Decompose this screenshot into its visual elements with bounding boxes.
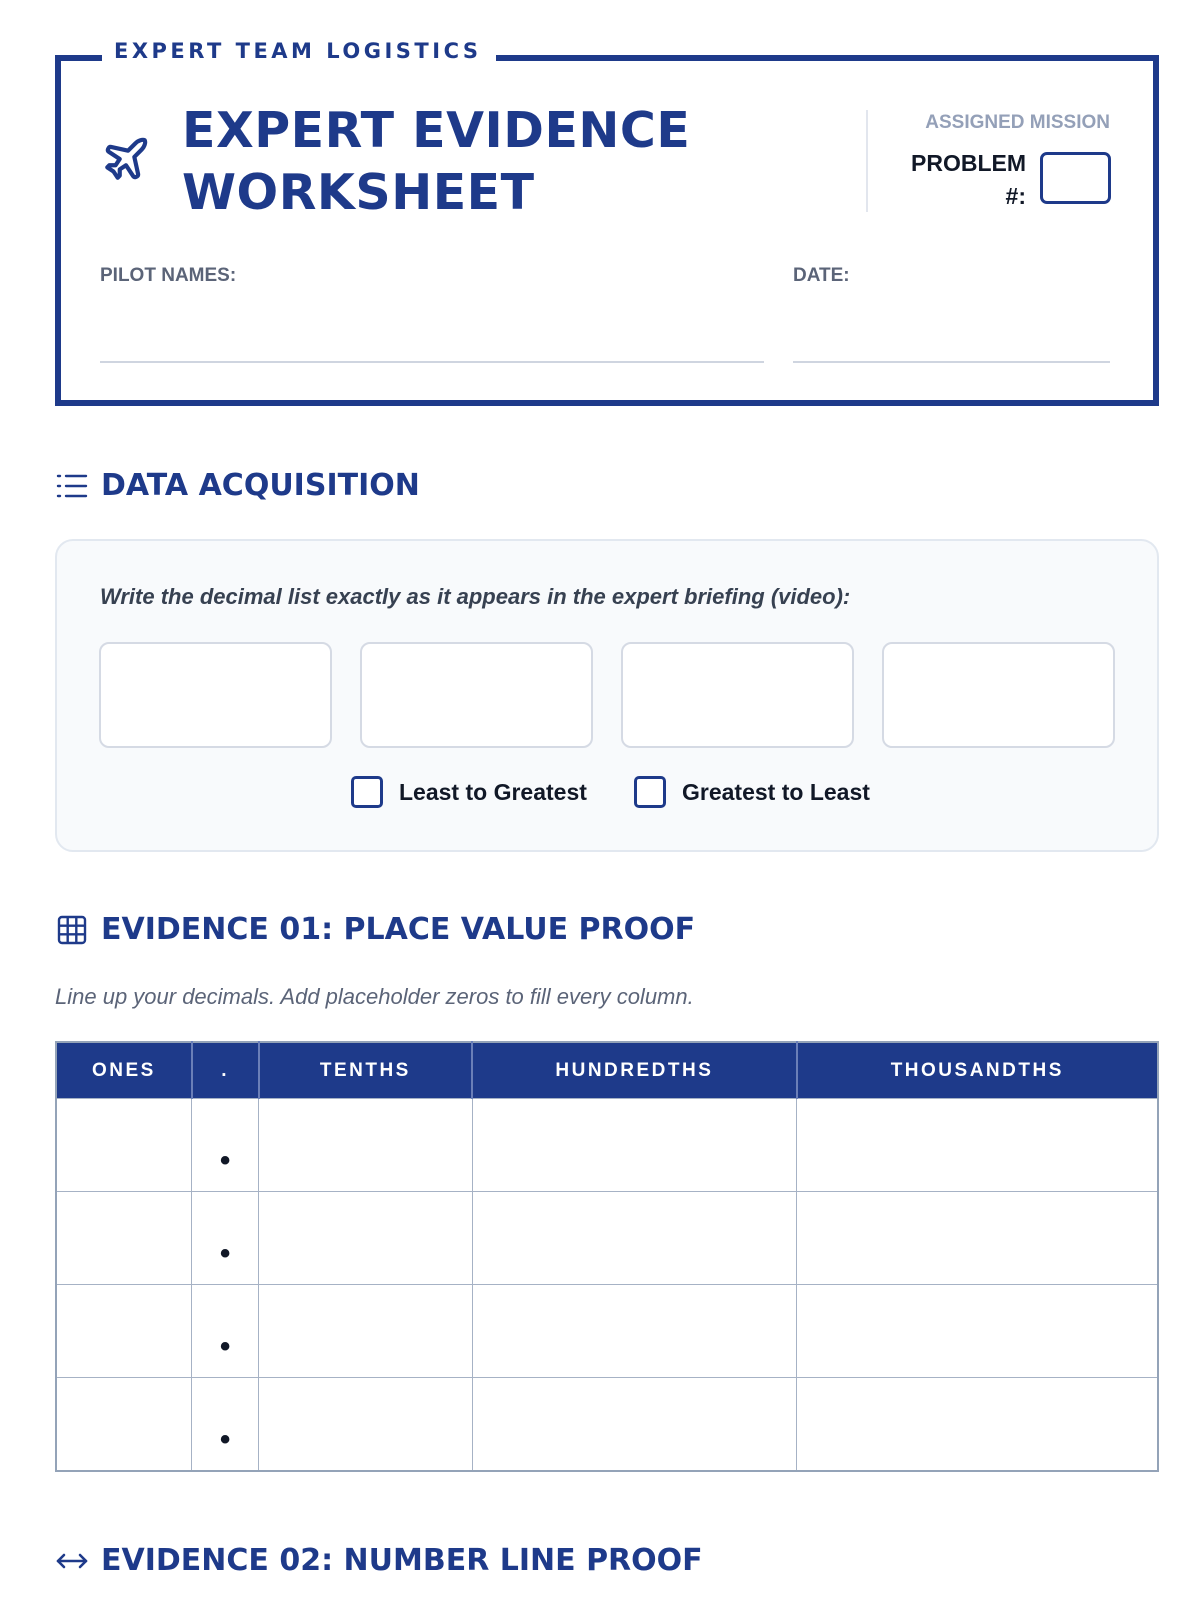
grid-icon xyxy=(55,913,89,947)
page-title xyxy=(182,100,690,224)
ones-cell[interactable] xyxy=(56,1192,192,1285)
plane-icon xyxy=(101,134,151,184)
decimal-point-cell xyxy=(192,1285,259,1378)
col-decimal-point: . xyxy=(192,1042,259,1099)
thousandths-cell[interactable] xyxy=(797,1192,1158,1285)
problem-number-input[interactable] xyxy=(1040,152,1111,204)
pilot-names-field[interactable] xyxy=(100,361,764,363)
evidence-02-heading xyxy=(55,1543,703,1578)
thousandths-cell[interactable] xyxy=(797,1099,1158,1192)
tenths-cell[interactable] xyxy=(259,1192,473,1285)
col-thousandths: THOUSANDTHS xyxy=(797,1042,1158,1099)
least-to-greatest-label: Least to Greatest xyxy=(399,778,587,805)
list-icon xyxy=(55,469,89,503)
date-label: DATE: xyxy=(793,265,850,286)
ones-cell[interactable] xyxy=(56,1099,192,1192)
place-value-header-row xyxy=(56,1042,1158,1099)
least-to-greatest-option[interactable] xyxy=(351,776,587,808)
thousandths-cell[interactable] xyxy=(797,1285,1158,1378)
ones-cell[interactable] xyxy=(56,1285,192,1378)
hundredths-cell[interactable] xyxy=(472,1285,796,1378)
data-acquisition-title: DATA ACQUISITION xyxy=(101,468,420,503)
header-divider xyxy=(866,110,868,212)
table-row xyxy=(56,1099,1158,1192)
hundredths-cell[interactable] xyxy=(472,1192,796,1285)
table-row xyxy=(56,1285,1158,1378)
table-row xyxy=(56,1192,1158,1285)
title-line-1: EXPERT EVIDENCE xyxy=(182,102,691,159)
evidence-02-title: EVIDENCE 02: NUMBER LINE PROOF xyxy=(101,1543,703,1578)
decimal-point: • xyxy=(219,1330,231,1363)
data-acquisition-heading xyxy=(55,468,420,503)
decimal-point-cell xyxy=(192,1192,259,1285)
thousandths-cell[interactable] xyxy=(797,1378,1158,1472)
decimal-point: • xyxy=(219,1144,231,1177)
date-field[interactable] xyxy=(793,361,1110,363)
evidence-01-instruction: Line up your decimals. Add placeholder zeros to fill every column. xyxy=(55,984,694,1009)
decimal-point: • xyxy=(219,1237,231,1270)
place-value-table xyxy=(55,1041,1159,1472)
decimal-input-4[interactable] xyxy=(882,642,1115,748)
tenths-cell[interactable] xyxy=(259,1285,473,1378)
evidence-01-heading xyxy=(55,912,695,947)
hundredths-cell[interactable] xyxy=(472,1378,796,1472)
col-ones: ONES xyxy=(56,1042,192,1099)
decimal-point: • xyxy=(219,1423,231,1456)
evidence-01-title: EVIDENCE 01: PLACE VALUE PROOF xyxy=(101,912,696,947)
decimal-input-2[interactable] xyxy=(360,642,593,748)
tenths-cell[interactable] xyxy=(259,1099,473,1192)
col-tenths: TENTHS xyxy=(259,1042,473,1099)
decimal-input-1[interactable] xyxy=(99,642,332,748)
team-logistics-legend: EXPERT TEAM LOGISTICS xyxy=(102,36,496,66)
col-hundredths: HUNDREDTHS xyxy=(472,1042,796,1099)
decimal-point-cell xyxy=(192,1099,259,1192)
hundredths-cell[interactable] xyxy=(472,1099,796,1192)
ones-cell[interactable] xyxy=(56,1378,192,1472)
decimal-input-3[interactable] xyxy=(621,642,854,748)
greatest-to-least-checkbox[interactable] xyxy=(634,776,666,808)
tenths-cell[interactable] xyxy=(259,1378,473,1472)
greatest-to-least-label: Greatest to Least xyxy=(682,778,870,805)
pilot-names-label: PILOT NAMES: xyxy=(100,265,237,286)
decimal-point-cell xyxy=(192,1378,259,1472)
data-acquisition-instruction: Write the decimal list exactly as it appears in the expert briefing (video): xyxy=(100,584,851,609)
table-row xyxy=(56,1378,1158,1472)
assigned-mission-label: ASSIGNED MISSION xyxy=(925,112,1110,133)
least-to-greatest-checkbox[interactable] xyxy=(351,776,383,808)
title-line-2: WORKSHEET xyxy=(182,164,535,221)
greatest-to-least-option[interactable] xyxy=(634,776,870,808)
left-right-arrow-icon xyxy=(55,1544,89,1578)
problem-number-label: PROBLEM #: xyxy=(911,150,1026,209)
